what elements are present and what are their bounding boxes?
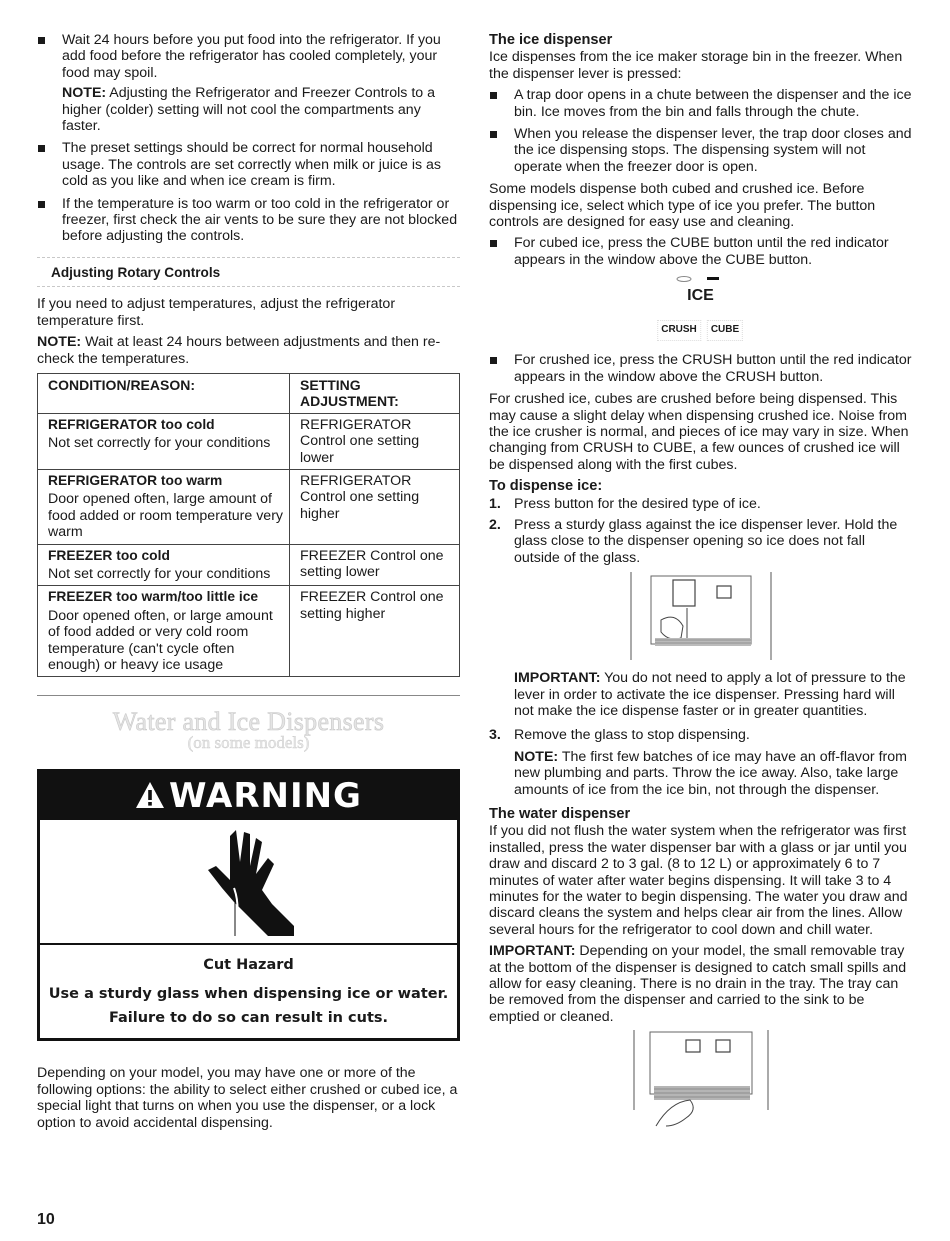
step-text: Press button for the desired type of ice. [514,495,761,512]
list-item [489,126,912,175]
condition-label: FREEZER too cold [48,547,170,563]
bullet-square-icon [490,240,497,247]
table-cell [38,413,290,469]
note-label: NOTE: [37,334,82,351]
intro-paragraph: If you need to adjust temperatures, adjust the refrigerator temperature first. [37,296,396,329]
dispensers-heading: Water and Ice Dispensers [112,707,385,737]
crush-bullet-list [489,352,912,385]
table-header: CONDITION/REASON: [38,373,290,413]
note-text: Adjusting the Refrigerator and Freezer Controls to a higher (colder) setting will not cool the compartments any faster. [62,85,435,135]
bullet-text: The preset settings should be correct for normal household usage. The controls are set correctly when milk or juice is as cold as you like and when ice cream is firm. [62,140,442,190]
reason-text: Not set correctly for your conditions [48,435,271,452]
warning-banner [40,772,457,820]
section-divider [37,695,460,696]
warning-hazard-title: Cut Hazard [203,957,294,974]
important-paragraph [489,670,912,719]
list-item [37,196,460,245]
reason-text: Door opened often, or large amount of food added or very cold room temperature (can't cycle often enough) or heavy ice usage [48,607,273,673]
bullet-text: Wait 24 hours before you put food into the refrigerator. If you add food before the refrigerator has cooled completely, your food may spoil. [62,32,441,81]
ice-intro-paragraph: Ice dispenses from the ice maker storage bin in the freezer. When the dispenser lever is pressed: [489,49,903,82]
table-row [38,413,460,469]
dispense-steps [489,496,912,567]
step-text: Remove the glass to stop dispensing. [514,727,750,744]
step-text: Press a sturdy glass against the ice dispenser lever. Hold the glass close to the dispenser opening so ice does not fall outside of the glass. [514,516,898,566]
water-paragraph: If you did not flush the water system when the refrigerator was first installed, press the water dispenser bar with a glass or jar until you draw and discard 2 to 3 gal. (8 to 12 L) or approximately 6 to 7 minutes of water after water begins dispensing. It will take 3 to 4 minutes for the water to begin dispensing. The water you draw and discard cleans the system and helps clear air from the lines. Allow several hours for the refrigerator to cool down and chill water. [489,823,908,938]
setting-cell: REFRIGERATOR Control one setting lower [290,413,460,469]
table-cell [38,469,290,544]
warning-text-block [40,957,457,1026]
panel-ice-label: ICE [687,287,714,305]
controls-table [37,373,460,678]
intro-bullet-list [37,32,460,245]
ice-dispenser-heading: The ice dispenser [489,32,613,48]
note-label: NOTE: [62,85,107,102]
bullet-text: A trap door opens in a chute between the dispenser and the ice bin. Ice moves from the bin and falls through the chute. [514,87,912,120]
list-item [37,140,460,189]
reason-text: Door opened often, large amount of food added or room temperature very warm [48,491,284,541]
note-text: The first few batches of ice may have an off-flavor from new plumbing and parts. Throw the ice away. Also, take large amounts of ice from the ice bin, not through the dispenser. [514,748,907,798]
list-item [489,352,912,385]
cut-hazard-hand-icon [40,820,457,943]
list-item [489,87,912,120]
water-tray-illustration [489,1030,912,1130]
important-text: You do not need to apply a lot of pressure to the lever in order to activate the ice dispenser. Pressing hard will not make the ice dispense faster or in greater quantities. [514,670,906,719]
bullet-square-icon [490,131,497,138]
section-divider [37,286,460,287]
warning-box [37,769,460,1041]
step-number: 1. [489,495,501,512]
step-number: 2. [489,516,501,533]
warning-divider [40,943,457,945]
condition-label: REFRIGERATOR too cold [48,416,215,432]
note-paragraph [514,749,912,798]
setting-cell: REFRIGERATOR Control one setting higher [290,469,460,544]
right-column [489,32,912,1130]
step-number: 3. [489,727,501,744]
ice-control-panel [489,274,912,342]
bullet-text: When you release the dispenser lever, the trap door closes and the ice dispensing stops. The dispensing system will not operate when the freezer door is open. [514,126,912,175]
dispensers-subheading: (on some models) [187,732,310,752]
important-text: Depending on your model, the small removable tray at the bottom of the dispenser is designed to catch small spills and allow for easy cleaning. There is no drain in the tray. The tray can be removed from the dispenser and carried to the sink to be emptied or cleaned. [489,943,907,1025]
section-title: Adjusting Rotary Controls [51,264,221,280]
ice-bullet-list [489,87,912,175]
condition-label: FREEZER too warm/too little ice [48,589,259,605]
bullet-text: If the temperature is too warm or too cold in the refrigerator or freezer, first check the air vents to be sure they are not blocked before adjusting the controls. [62,195,458,245]
warning-banner-text: WARNING [169,776,362,817]
table-row [38,469,460,544]
bullet-square-icon [490,92,497,99]
bullet-square-icon [38,201,45,208]
cube-button: CUBE [707,320,743,340]
list-item [489,727,912,798]
table-row [38,586,460,677]
list-item [489,517,912,566]
list-item [489,235,912,268]
cube-bullet-list [489,235,912,268]
bullet-text: For crushed ice, press the CRUSH button until the red indicator appears in the window above the CRUSH button. [514,352,912,385]
crush-button: CRUSH [657,320,701,340]
note-paragraph [37,334,460,367]
warning-triangle-icon [135,774,165,822]
indicator-windows-icon [669,274,729,284]
bullet-square-icon [38,37,45,44]
crush-paragraph: For crushed ice, cubes are crushed before being dispensed. This may cause a slight delay when dispensing crushed ice. Noise from the ice crusher is normal, and pieces of ice may vary in size. When changing from CRUSH to CUBE, a few ounces of crushed ice will be dispensed along with the first cubes. [489,391,909,473]
important-label: IMPORTANT: [514,670,601,687]
bullet-text: For cubed ice, press the CUBE button until the red indicator appears in the window above the CUBE button. [514,235,889,268]
warning-instruction: Use a sturdy glass when dispensing ice or water. [48,985,449,1002]
table-header: SETTING ADJUSTMENT: [290,373,460,413]
table-cell [38,544,290,586]
reason-text: Not set correctly for your conditions [48,565,271,582]
setting-cell: FREEZER Control one setting lower [290,544,460,586]
list-item [489,496,912,512]
bullet-square-icon [38,145,45,152]
condition-label: REFRIGERATOR too warm [48,472,223,488]
water-dispenser-heading: The water dispenser [489,806,631,822]
bullet-square-icon [490,357,497,364]
table-cell [38,586,290,677]
ice-dispensing-illustration [489,572,912,660]
table-row [38,544,460,586]
dispense-ice-heading: To dispense ice: [489,478,603,495]
models-paragraph: Some models dispense both cubed and crushed ice. Before dispensing ice, select which type of ice you prefer. The button controls are designed for easy use and cleaning. [489,181,876,231]
table-header-row [38,373,460,413]
important-label: IMPORTANT: [489,943,576,960]
important-paragraph [489,943,912,1025]
list-item [37,32,460,134]
left-column [37,32,460,1136]
options-paragraph: Depending on your model, you may have one or more of the following options: the ability to select either crushed or cubed ice, a special light that turns on when you use the dispenser, or a lock option to avoid accidental dispensing. [37,1065,458,1131]
note-label: NOTE: [514,748,559,765]
warning-consequence: Failure to do so can result in cuts. [108,1010,389,1027]
note-text: Wait at least 24 hours between adjustments and then re-check the temperatures. [37,334,441,367]
dispense-steps-continued [489,727,912,798]
setting-cell: FREEZER Control one setting higher [290,586,460,677]
page-number: 10 [37,1211,55,1228]
note-paragraph [62,85,460,134]
